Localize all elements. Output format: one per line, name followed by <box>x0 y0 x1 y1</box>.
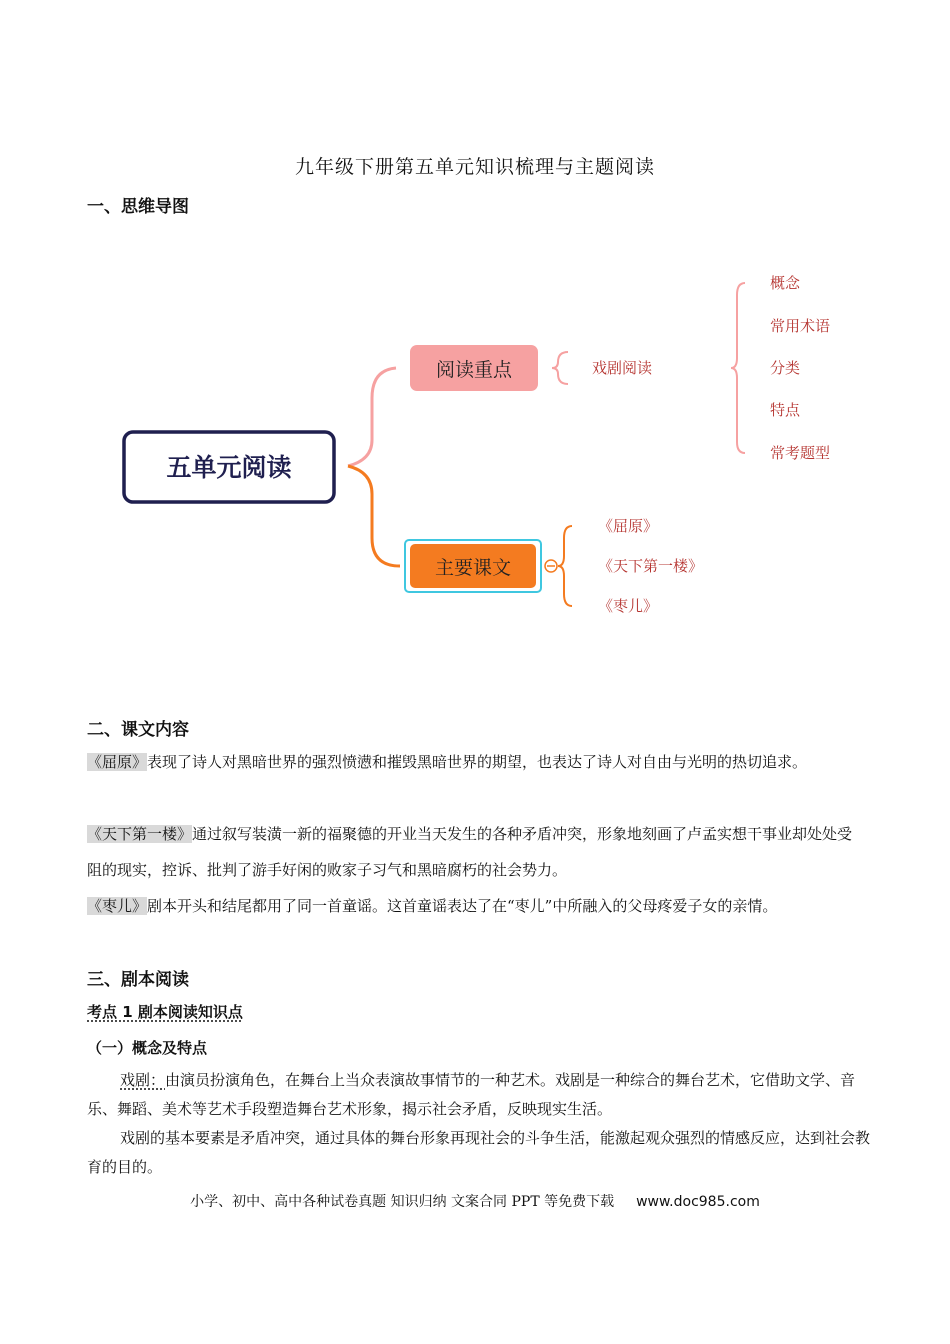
mindmap-branch1-label: 阅读重点 <box>435 359 513 381</box>
brace-branch2 <box>558 526 572 606</box>
mindmap-branch1-child: 戏剧阅读 <box>592 359 653 377</box>
mindmap-text-item: 《枣儿》 <box>598 597 659 615</box>
page-footer <box>0 1191 950 1211</box>
document-title: 九年级下册第五单元知识梳理与主题阅读 <box>294 156 655 178</box>
content-text: 通过叙写装潢一新的福聚德的开业当天发生的各种矛盾冲突，形象地刻画了卢孟实想干事业却处处受阻的现实，控诉、批判了游手好闲的败家子习气和黑暗腐朽的社会势力。 <box>87 825 853 879</box>
mindmap-leaf: 常用术语 <box>770 317 831 335</box>
content-title: 《屈原》 <box>87 753 148 771</box>
connector-branch2 <box>348 466 400 566</box>
mindmap-leaf: 常考题型 <box>770 444 831 462</box>
mind-map <box>0 250 950 690</box>
mindmap-text-item: 《屈原》 <box>598 517 659 535</box>
footer-url[interactable]: www.doc985.com <box>636 1194 760 1210</box>
content-text: 表现了诗人对黑暗世界的强烈愤懑和摧毁黑暗世界的期望，也表达了诗人对自由与光明的热切追求。 <box>147 753 808 771</box>
section-heading-contents: 二、课文内容 <box>87 720 189 740</box>
kaodian-heading: 考点 1 剧本阅读知识点 <box>87 1003 243 1021</box>
brace-leaves <box>731 283 745 453</box>
mindmap-text-item: 《天下第一楼》 <box>598 557 704 575</box>
content-text: 剧本开头和结尾都用了同一首童谣。这首童谣表达了在“枣儿”中所融入的父母疼爱子女的亲情。 <box>147 897 778 915</box>
elements-paragraph: 戏剧的基本要素是矛盾冲突，通过具体的舞台形象再现社会的斗争生活，能激起观众强烈的情感反应，达到社会教育的目的。 <box>87 1129 871 1176</box>
content-title: 《天下第一楼》 <box>87 825 193 843</box>
mindmap-leaf: 分类 <box>770 359 801 377</box>
mindmap-leaf: 概念 <box>770 274 801 292</box>
content-paragraph <box>87 744 867 780</box>
content-title: 《枣儿》 <box>87 897 148 915</box>
connector-branch1 <box>348 368 396 466</box>
section-heading-script-reading: 三、剧本阅读 <box>87 970 189 990</box>
mindmap-leaf: 特点 <box>770 401 801 419</box>
section-heading-mindmap: 一、思维导图 <box>87 197 189 217</box>
content-paragraph <box>87 888 867 924</box>
kaodian-subheading: （一）概念及特点 <box>87 1039 208 1057</box>
content-paragraph <box>87 816 867 888</box>
definition-label: 戏剧： <box>120 1071 166 1089</box>
mindmap-branch2-label: 主要课文 <box>434 557 512 579</box>
definition-text: 由演员扮演角色，在舞台上当众表演故事情节的一种艺术。戏剧是一种综合的舞台艺术，它借助文学、音乐、舞蹈、美术等艺术手段塑造舞台艺术形象，揭示社会矛盾，反映现实生活。 <box>87 1071 856 1118</box>
mindmap-root-label: 五单元阅读 <box>166 453 292 482</box>
brace-branch1 <box>552 352 568 384</box>
definition-paragraph <box>87 1066 877 1124</box>
footer-text: 小学、初中、高中各种试卷真题 知识归纳 文案合同 PPT 等免费下载 <box>190 1194 615 1210</box>
